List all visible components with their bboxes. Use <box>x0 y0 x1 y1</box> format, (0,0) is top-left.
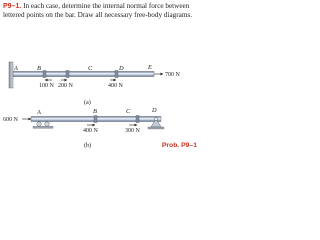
point-label-d: D <box>119 65 124 72</box>
collar-d <box>115 71 118 78</box>
figure-a-caption: (a) <box>84 99 91 106</box>
point-label-c: C <box>88 65 93 72</box>
load-label-200: 200 N <box>58 83 73 89</box>
load-label-400: 400 N <box>108 83 123 89</box>
figure-label: Prob. P9–1 <box>161 142 197 149</box>
pin-d <box>155 118 158 121</box>
point-label-c: C <box>126 108 131 115</box>
bar-a <box>13 72 154 77</box>
load-label-300: 300 N <box>125 128 140 134</box>
problem-text: In each case, determine the internal normal force between lettered points on the bar. Draw all necessary free-body diagrams. <box>3 2 193 20</box>
point-label-a: A <box>37 109 41 116</box>
floor-a <box>33 126 53 128</box>
point-label-d: D <box>152 107 157 114</box>
load-label-700: 700 N <box>165 72 180 78</box>
wall-support <box>9 62 13 88</box>
load-label-100: 100 N <box>39 83 54 89</box>
point-label-b: B <box>37 65 41 72</box>
load-label-600: 600 N <box>3 117 18 123</box>
ground-d <box>148 127 164 129</box>
roller-a <box>37 122 41 126</box>
load-label-400: 400 N <box>83 128 98 134</box>
figure-canvas <box>0 0 203 153</box>
collar-c <box>136 116 139 123</box>
collar-b <box>94 116 97 123</box>
point-label-a: A <box>14 65 18 72</box>
roller-a2 <box>45 122 49 126</box>
point-label-b: B <box>93 108 97 115</box>
figure-b <box>3 107 164 149</box>
figure-b-caption: (b) <box>84 142 92 149</box>
figure-a <box>9 62 181 106</box>
collar-b <box>43 71 46 78</box>
problem-number: P9–1. <box>3 3 22 10</box>
collar-c <box>66 71 69 78</box>
point-label-e: E <box>148 64 152 71</box>
